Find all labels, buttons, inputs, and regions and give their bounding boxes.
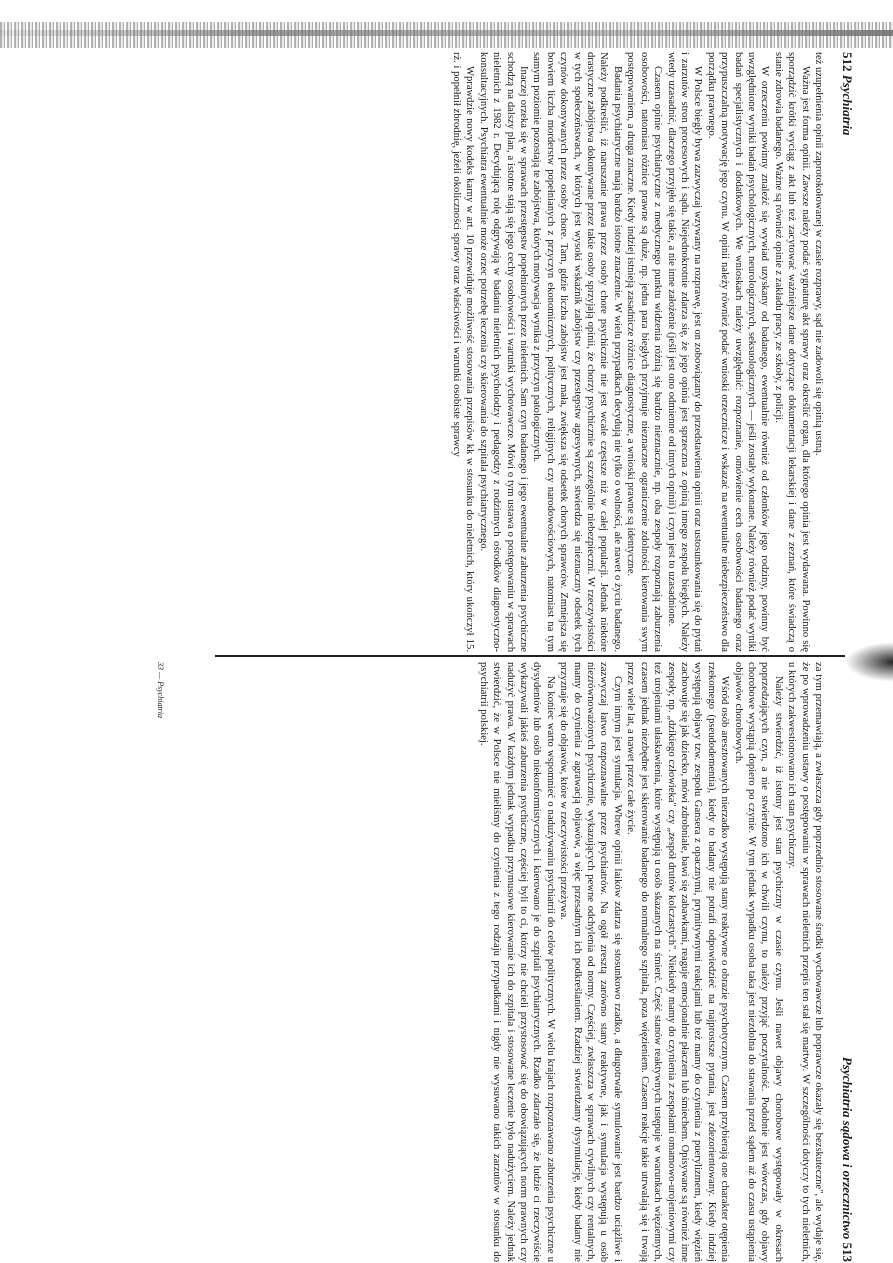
paragraph: Na koniec warto wspomnieć o nadużywaniu psychiatrii do celów politycznych. W wielu krajach rozpoznawano zaburzenia psychiczne u dysydentów lub osób niekonformistycznych i kierowano je do szpitali psychiatrycznych. Rzadko zdarzało się, że ludzie ci rzeczywiście wykazywali jakieś zaburzenia psychiczne, częściej byli to ci, którzy nie chcieli przystosować się do obowiązujących norm prawnych czy nadużyć prawa. W każdym jednak wypadku przymusowe kierowanie ich do szpitala i stosowane leczenie było nadużyciem. Należy jednak stwierdzić, że w Polsce nie mieliśmy do czynienia z tego rodzaju przypadkami i nigdy nie wysuwano takich zarzutów w stosunku do psychiatrii polskiej. (477, 662, 556, 1262)
running-head-title: Psychiatria (840, 74, 855, 136)
page-513 (135, 662, 855, 1262)
running-head (833, 52, 855, 652)
paragraph: Wprawdzie nowy kodeks karny w art. 10 przewiduje możliwość stosowania przepisów kk w stosunku do nieletnich, który ukończył 15. rż. i popełnił zbrodnię, jeżeli okoliczności sprawy oraz właściwości i warunki osobiste sprawcy (451, 52, 476, 652)
paragraph: Ważna jest forma opinii. Zawsze należy podać sygnaturę akt sprawy oraz określić organ, dla którego opinia jest wydawana. Powinno się sporządzić krótki wyciąg z akt lub też zacytować ważniejsze dane dotyczące dokumentacji lekarskiej i dane z zeznań, które świadczą o stanie zdrowia badanego. Ważne są również opinie z zakładu pracy, ze szkoły, z policji. (772, 52, 811, 652)
page-footer: 33 — Psychiatria (156, 662, 165, 718)
paragraph: W orzeczeniu powinny znaleźć się wywiad uzyskany od badanego, ewentualnie również od członków jego rodziny, powinny być uwzględnione wyniki badań psychologicznych, neurologicznych, seksuologicznych — jeśli zostały wykonane. Należy również podać wyniki badań specjalistycznych i dodatkowych. We wnioskach należy uwzględnić: rozpoznanie, omówienie cech osobowości badanego oraz przypuszczalną motywację jego czynu. W opinii należy również podać wnioski orzecznicze i wskazać na ewentualne niebezpieczeństwo dla porządku prawnego. (705, 52, 771, 652)
page-512 (135, 52, 855, 652)
page-number: 513 (840, 1242, 855, 1262)
paragraph: W Polsce biegły bywa zazwyczaj wzywany na rozprawę, jest on zobowiązany do przedstawienia opinii oraz ustosunkowania się do pytań i zarzutów stron procesowych i sądu. Niejednokrotnie zdarza się, że jego opinia jest sprzeczna z opinią innego zespołu biegłych. Należy wtedy uzasadnić, dlaczego przyjęło się takie, a nie inne założenie (jeśli jest ono odmienne od innych opinii) i czym jest to uzasadnione. (665, 52, 704, 652)
scanner-noise-band (0, 22, 893, 48)
paragraph: za tym przemawiają, a zwłaszcza gdy poprzednio stosowane środki wychowawcze lub poprawcze okazały się bezskuteczne", ale wydaje się, że po wprowadzeniu ustawy o postępowaniu w sprawach nieletnich przepis ten stał się martwy. W szczególności dotyczy to tych nieletnich, u których zakwestionowano ich stan psychiczny. (786, 662, 824, 1262)
paragraph: Inaczej orzeka się w sprawach przestępstw popełnionych przez nieletnich. Sam czyn badanego i jego ewentualne zaburzenia psychiczne schodzą na dalszy plan, a istotne stają się jego cechy osobowości i warunki wychowawcze. Mówi o tym ustawa o postępowaniu w sprawach nieletnich z 1982 r. Decydującą rolę odgrywają w badaniu nieletnich psycholodzy i pedagodzy z rodzinnych ośrodków diagnostyczno-konsultacyjnych. Psychiatra ewentualnie może orzec potrzebę leczenia czy skierowania do szpitala psychiatrycznego. (477, 52, 530, 652)
body-text (135, 52, 825, 652)
page-number: 512 (840, 52, 855, 72)
paragraph: Czym innym jest symulacja. Wbrew opinii laików zdarza się stosunkowo rzadko, a długotrwałe symulowanie jest bardzo uciążliwe i zazwyczaj łatwo rozpoznawalne przez psychiatrów. Na ogół zresztą zarówno stany reaktywne, jak i symulacja występują u osób niezrównoważonych psychicznie, wykazujących pewne odchylenia od normy. Częściej, zwłaszcza w sprawach cywilnych czy rentalnych, mamy do czynienia z agrawacją objawów, a więc przesadnym ich podkreślaniem. Rzadziej stwierdzamy dysymulację, kiedy badany nie przyznaje się do objawów, które w rzeczywistości przeżywa. (558, 662, 623, 1262)
running-head-title: Psychiatria sądowa i orzecznictwo (840, 1056, 855, 1240)
body-text (135, 662, 825, 1262)
paragraph: Badania psychiatryczne mają bardzo istotne znaczenie. W wielu przypadkach decydują nie tylko o wolności, ale nawet o życiu badanego. Należy podkreślić, iż naruszanie prawa przez osoby chore psychicznie nie jest wcale częstsze niż w całej populacji. Jednak niektóre drastyczne zabójstwa dokonywane przez takie osoby sprzyjają opinii, że chorzy psychicznie są szczególnie niebezpieczni. W rzeczywistości w tych społeczeństwach, w których jest wysoki wskaźnik zabójstw czy przestępstw agresywnych, stwierdza się nieznaczny odsetek tych czynów dokonywanych przez osoby chore. Tam, gdzie liczba zabójstw jest mała, zwiększa się odsetek chorych sprawców. Zmniejsza się bowiem liczba morderstw popełnianych z przyczyn ekonomicznych, politycznych, religijnych czy narodowościowych, natomiast na tym samym poziomie pozostają te zabójstwa, których motywacja wynika z przyczyn patologicznych. (531, 52, 623, 652)
paragraph: Czasem opinie psychiatryczne z medycznego punktu widzenia różnią się bardzo nieznacznie, np. oba zespoły rozpoznają zaburzenia osobowości, natomiast różnice prawne są duże, np. jedna para biegłych przyjmuje nieznaczne ograniczenie zdolności kierowania swym postępowaniem, a druga znaczne. Kiedy indziej istnieją zasadnicze różnice diagnostyczne, a wnioski prawne są identyczne. (625, 52, 664, 652)
paragraph: też uzupełnienia opinii zaprotokołowanej w czasie rozprawy, sąd nie zadowoli się opinią ustną. (813, 52, 824, 456)
page-divider (215, 655, 845, 657)
paragraph: Należy stwierdzić, iż istotny jest stan psychiczny w czasie czynu. Jeśli nawet objawy chorobowe występowały w okresach poprzedzających czyn, a nie stwierdzono ich w chwili czynu, to należy przyjąć poczytalność. Podobnie jest wówczas, gdy objawy chorobowe wystąpią dopiero po czynie. W tym jednak wypadku osoba taka jest niezdolna do stawania przed sądem aż do czasu ustąpienia objawów chorobowych. (732, 662, 784, 1262)
paragraph: Wśród osób aresztowanych nierzadko występują stany reaktywne o obrazie psychotycznym. Czasem przybierają one charakter otępienia rzekomego (pseudodementia), kiedy to badany nie potrafi odpowiedzieć na najprostsze pytania, jest zdezorientowany. Kiedy indziej występują objawy tzw. zespołu Gansera z opacznymi, prymitywnymi reakcjami lub też mamy do czynienia z puerylizmem, kiedy więzień zachowuje się jak dziecko, mówi zdrobniale, bawi się zabawkami, reaguje emocjonalnie płaczem lub śmiechem. Opisywane są również inne zespoły, np. „dzikiego człowieka" czy „zespół drutów kolczastych". Niekiedy mamy do czynienia z zespołami omamowo-urojeniowymi czy też urojeniami ułaskawienia, które występują u osób skazanych na śmierć. Część stanów reaktywnych ustępuje w warunkach więziennych, czasem jednak niezbędne jest skierowanie badanego do normalnego szpitala, poza więzieniem. Czasem reakcje takie utrwalają się i trwają przez wiele lat, a nawet przez całe życie. (625, 662, 731, 1262)
running-head (833, 662, 855, 1262)
